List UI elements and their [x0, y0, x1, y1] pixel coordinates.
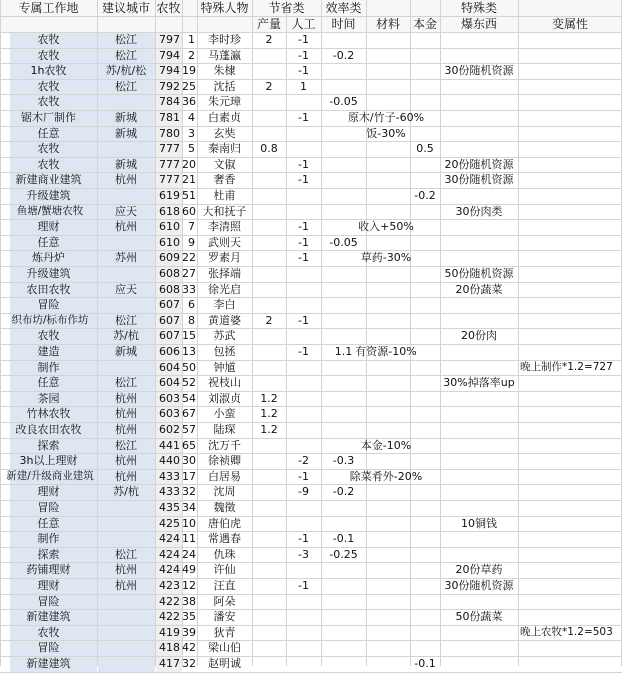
drop-cell: 20份肉 [461, 329, 497, 343]
labor-cell: -2 [298, 454, 309, 468]
index-cell: 50 [182, 360, 196, 374]
labor-cell: -1 [298, 251, 309, 265]
city-cell: 杭州 [115, 391, 137, 405]
person-cell: 徐光启 [208, 282, 241, 296]
index-cell: 8 [188, 313, 195, 327]
labor-cell: -1 [298, 33, 309, 46]
labor-cell: -9 [298, 485, 309, 499]
yield-cell: 2 [265, 79, 273, 93]
person-cell: 狄青 [213, 625, 236, 639]
material-cell: 除菜肴外-20% [349, 469, 423, 483]
city-cell-fill [98, 626, 155, 641]
farm-value-cell: 777 [159, 142, 180, 156]
header-top-cell: 建议城市 [101, 1, 150, 15]
city-cell: 杭州 [115, 563, 137, 577]
farm-value-cell: 777 [159, 173, 180, 187]
header-sub-cell: 本金 [412, 17, 437, 31]
place-cell: 探索 [37, 547, 60, 561]
index-cell: 60 [182, 204, 196, 218]
place-cell: 冒险 [37, 501, 60, 514]
index-cell: 42 [182, 641, 196, 655]
place-cell: 农牧 [37, 157, 60, 171]
time-cell: 1.1 [334, 345, 353, 358]
place-cell: 炼丹炉 [32, 251, 65, 265]
farm-value-cell: 797 [159, 33, 180, 46]
drop-cell: 30份随机资源 [444, 173, 514, 187]
place-cell: 茶园 [37, 391, 60, 405]
city-cell: 松江 [115, 547, 137, 561]
place-cell: 冒险 [37, 594, 60, 608]
index-cell: 6 [188, 298, 195, 312]
drop-cell: 20份草药 [455, 563, 503, 577]
time-cell: -0.3 [332, 454, 355, 468]
farm-value-cell: 435 [159, 501, 180, 514]
index-cell: 19 [182, 64, 196, 78]
farm-value-cell: 422 [159, 610, 180, 624]
index-cell: 15 [182, 329, 196, 343]
farm-value-cell: 777 [159, 157, 180, 171]
farm-value-cell: 419 [159, 625, 180, 639]
header-sub-cell: 变属性 [551, 17, 588, 31]
person-cell: 玄奘 [213, 126, 236, 140]
person-cell: 梁山伯 [208, 641, 241, 655]
person-cell: 唐伯虎 [208, 516, 241, 530]
farm-value-cell: 422 [159, 594, 180, 608]
city-cell: 杭州 [115, 173, 137, 187]
place-cell: 农牧 [37, 329, 60, 343]
drop-cell: 30份随机资源 [444, 579, 514, 592]
city-cell: 杭州 [115, 579, 137, 592]
city-cell: 松江 [115, 48, 137, 62]
person-cell: 仇珠 [213, 547, 236, 561]
person-cell: 朱棣 [213, 64, 236, 78]
index-cell: 54 [182, 391, 196, 405]
person-cell: 大和抚子 [202, 204, 247, 218]
farm-value-cell: 610 [159, 235, 180, 249]
material-cell: 有资源-10% [355, 345, 417, 358]
person-cell: 朱元璋 [208, 95, 241, 109]
person-cell: 白素贞 [208, 111, 241, 124]
place-cell: 升级建筑 [26, 189, 71, 202]
place-cell: 1h农牧 [30, 64, 67, 78]
place-cell: 农田农牧 [26, 282, 71, 296]
index-cell: 35 [182, 610, 196, 624]
index-cell: 39 [182, 625, 196, 639]
drop-cell: 30份随机资源 [444, 64, 514, 78]
index-cell: 7 [188, 220, 195, 234]
labor-cell: 1 [300, 79, 307, 93]
header-top-cell [518, 0, 622, 16]
index-cell: 38 [182, 594, 196, 608]
farm-value-cell: 780 [159, 126, 180, 140]
yield-cell: 1.2 [260, 407, 278, 421]
person-cell: 徐祯卿 [208, 454, 241, 468]
city-cell: 苏/杭 [113, 329, 139, 343]
header-top-cell: 节省类 [268, 1, 305, 15]
place-cell: 任意 [37, 516, 60, 530]
farm-value-cell: 440 [159, 454, 180, 468]
header-top-cell: 特殊人物 [200, 1, 249, 15]
grid-column-line [366, 0, 367, 666]
farm-value-cell: 792 [159, 79, 180, 93]
place-cell: 探索 [37, 438, 60, 452]
person-cell: 罗素月 [208, 251, 241, 265]
drop-cell: 10铜钱 [461, 516, 497, 530]
farm-value-cell: 608 [159, 282, 180, 296]
index-cell: 34 [182, 501, 196, 514]
time-cell: -0.1 [332, 532, 355, 546]
city-cell-fill [98, 595, 155, 610]
person-cell: 李时珍 [208, 33, 241, 46]
index-cell: 49 [182, 563, 196, 577]
city-cell: 松江 [115, 79, 137, 93]
city-cell-fill [98, 298, 155, 313]
city-cell: 苏州 [115, 251, 137, 265]
labor-cell: -1 [298, 48, 309, 62]
index-cell: 25 [182, 79, 196, 93]
person-cell: 杜甫 [213, 189, 236, 202]
index-cell: 21 [182, 173, 196, 187]
farm-value-cell: 784 [159, 95, 180, 109]
place-cell: 农牧 [37, 625, 60, 639]
city-cell: 苏/杭 [113, 485, 139, 499]
place-cell: 锯木厂制作 [21, 111, 76, 124]
index-cell: 33 [182, 282, 196, 296]
farm-value-cell: 424 [159, 563, 180, 577]
farm-value-cell: 607 [159, 298, 180, 312]
place-cell: 升级建筑 [26, 267, 71, 280]
city-cell: 应天 [115, 204, 137, 218]
city-cell: 杭州 [115, 407, 137, 421]
city-cell: 松江 [115, 33, 137, 46]
capital-cell: -0.2 [414, 189, 436, 202]
index-cell: 17 [182, 469, 196, 483]
labor-cell: -1 [298, 345, 309, 358]
labor-cell: -1 [298, 469, 309, 483]
city-cell-fill [98, 361, 155, 376]
index-cell: 51 [182, 189, 196, 202]
index-cell: 9 [188, 235, 195, 249]
grid-column-line [410, 0, 411, 666]
person-cell: 阿朵 [213, 594, 236, 608]
place-cell: 新建/升级商业建筑 [6, 469, 94, 482]
city-cell-fill [98, 517, 155, 532]
place-cell: 农牧 [37, 33, 60, 46]
header-top-cell [410, 0, 440, 16]
place-cell: 织布坊/标布作坊 [11, 313, 89, 326]
person-cell: 奢香 [213, 173, 236, 187]
labor-cell: -1 [298, 173, 309, 187]
place-cell: 新建建筑 [26, 610, 71, 624]
person-cell: 刘淑贞 [208, 391, 241, 405]
header-top-cell: 专属工作地 [18, 1, 79, 15]
header-sub-cell: 时间 [331, 17, 356, 31]
grid-column-line [252, 0, 253, 666]
place-cell: 改良农田农牧 [15, 423, 82, 436]
material-cell: 草药-30% [360, 251, 412, 265]
farm-value-cell: 441 [159, 438, 180, 452]
index-cell: 65 [182, 438, 196, 452]
person-cell: 赵明诚 [208, 657, 241, 670]
grid-column-line [518, 0, 519, 666]
farm-value-cell: 424 [159, 547, 180, 561]
index-cell: 30 [182, 454, 196, 468]
place-cell: 理财 [37, 485, 60, 499]
person-cell: 白居易 [208, 469, 241, 483]
farm-value-cell: 604 [159, 376, 180, 390]
farm-value-cell: 606 [159, 345, 180, 358]
material-cell: 本金-10% [360, 438, 412, 452]
farm-value-cell: 781 [159, 111, 180, 124]
capital-cell: 0.5 [416, 142, 434, 156]
person-cell: 沈万千 [208, 438, 241, 452]
city-cell: 新城 [115, 111, 137, 124]
person-cell: 李清照 [208, 220, 241, 234]
drop-cell: 50份随机资源 [444, 267, 514, 280]
person-cell: 文俶 [213, 157, 236, 171]
header-sub-cell: 爆东西 [460, 17, 497, 31]
labor-cell: -1 [298, 220, 309, 234]
city-cell: 应天 [115, 282, 137, 296]
index-cell: 1 [188, 33, 195, 46]
city-cell: 苏/杭/松 [105, 64, 147, 78]
index-cell: 32 [182, 657, 196, 670]
person-cell: 秦南归 [208, 142, 241, 156]
yield-cell: 1.2 [260, 423, 278, 436]
header-sub-cell: 材料 [375, 17, 400, 31]
labor-cell: -3 [298, 547, 309, 561]
person-cell: 陆琛 [213, 423, 236, 436]
material-cell: 收入+50% [358, 220, 414, 234]
place-cell: 制作 [37, 532, 60, 546]
farm-value-cell: 794 [159, 64, 180, 78]
place-cell: 冒险 [37, 641, 60, 655]
labor-cell: -1 [298, 532, 309, 546]
farm-value-cell: 618 [159, 204, 180, 218]
labor-cell: -1 [298, 157, 309, 171]
index-cell: 5 [188, 142, 195, 156]
index-cell: 27 [182, 267, 196, 280]
index-cell: 3 [188, 126, 195, 140]
city-cell-fill [98, 641, 155, 656]
city-cell-fill [98, 610, 155, 625]
time-cell: -0.25 [329, 547, 358, 561]
farm-value-cell: 610 [159, 220, 180, 234]
labor-cell: -1 [298, 579, 309, 592]
person-cell: 武则天 [208, 235, 241, 249]
material-cell: 原木/竹子-60% [347, 111, 425, 124]
material-cell: 饭-30% [366, 126, 406, 140]
city-cell-fill [98, 657, 155, 672]
yield-cell: 2 [265, 313, 273, 327]
person-cell: 沈括 [213, 79, 236, 93]
place-cell: 任意 [37, 376, 60, 390]
header-top-cell: 农牧 [156, 1, 181, 15]
person-cell: 包拯 [213, 345, 236, 358]
city-cell: 新城 [115, 345, 137, 358]
attribute-cell: 晚上制作*1.2=727 [520, 360, 613, 373]
farm-value-cell: 608 [159, 267, 180, 280]
labor-cell: -1 [298, 64, 309, 78]
farm-value-cell: 425 [159, 516, 180, 530]
drop-cell: 50份蔬菜 [455, 610, 503, 624]
city-cell-fill [98, 142, 155, 157]
farm-value-cell: 619 [159, 189, 180, 202]
time-cell: -0.2 [332, 48, 355, 62]
index-cell: 32 [182, 485, 196, 499]
drop-cell: 20份蔬菜 [455, 282, 503, 296]
yield-cell: 0.8 [260, 142, 278, 156]
place-cell: 理财 [37, 220, 60, 234]
place-cell: 3h以上理财 [19, 454, 78, 468]
person-cell: 汪直 [213, 579, 236, 592]
person-cell: 魏徵 [213, 501, 236, 514]
attribute-cell: 晚上农牧*1.2=503 [520, 625, 613, 638]
city-cell-fill [98, 189, 155, 204]
city-cell: 杭州 [115, 423, 137, 436]
city-cell-fill [98, 95, 155, 110]
person-cell: 苏武 [213, 329, 236, 343]
time-cell: -0.05 [329, 235, 358, 249]
index-cell: 2 [188, 48, 195, 62]
city-cell-fill [98, 532, 155, 547]
person-cell: 钟馗 [213, 360, 236, 374]
person-cell: 李白 [213, 298, 236, 312]
index-cell: 20 [182, 157, 196, 171]
person-cell: 张择端 [208, 267, 241, 280]
city-cell: 杭州 [115, 469, 137, 483]
index-cell: 11 [182, 532, 196, 546]
capital-cell: -0.1 [414, 657, 436, 670]
farm-value-cell: 417 [159, 657, 180, 670]
place-cell: 农牧 [37, 95, 60, 109]
header-sub-cell: 产量 [256, 17, 281, 31]
index-cell: 4 [188, 111, 195, 124]
index-cell: 24 [182, 547, 196, 561]
farm-value-cell: 603 [159, 391, 180, 405]
index-cell: 67 [182, 407, 196, 421]
person-cell: 沈周 [213, 485, 236, 499]
farm-value-cell: 424 [159, 532, 180, 546]
drop-cell: 20份随机资源 [444, 157, 514, 171]
time-cell: -0.05 [329, 95, 358, 109]
farm-value-cell: 607 [159, 329, 180, 343]
city-cell: 松江 [115, 438, 137, 452]
farm-value-cell: 607 [159, 313, 180, 327]
farm-value-cell: 604 [159, 360, 180, 374]
grid-column-line [286, 0, 287, 666]
farm-value-cell: 609 [159, 251, 180, 265]
farm-value-cell: 603 [159, 407, 180, 421]
place-cell: 制作 [37, 360, 60, 374]
index-cell: 52 [182, 376, 196, 390]
index-cell: 22 [182, 251, 196, 265]
time-cell: -0.2 [332, 485, 355, 499]
header-top-cell: 效率类 [325, 1, 362, 15]
city-cell-fill [98, 267, 155, 282]
person-cell: 祝枝山 [208, 376, 241, 390]
index-cell: 12 [182, 579, 196, 592]
city-cell-fill [98, 236, 155, 251]
farm-value-cell: 433 [159, 469, 180, 483]
index-cell: 13 [182, 345, 196, 358]
drop-cell: 30%掉落率up [443, 376, 515, 390]
farm-value-cell: 423 [159, 579, 180, 592]
city-cell: 杭州 [115, 454, 137, 468]
labor-cell: -1 [298, 111, 309, 124]
place-cell: 新建商业建筑 [15, 173, 82, 187]
place-cell: 冒险 [37, 298, 60, 312]
index-cell: 57 [182, 423, 196, 436]
person-cell: 黄道婆 [208, 313, 241, 327]
city-cell: 松江 [115, 376, 137, 390]
labor-cell: -1 [298, 313, 309, 327]
place-cell: 任意 [37, 126, 60, 140]
city-cell: 松江 [115, 313, 137, 327]
place-cell: 药铺理财 [26, 563, 71, 577]
farm-value-cell: 433 [159, 485, 180, 499]
person-cell: 潘安 [213, 610, 236, 624]
header-top-cell [366, 0, 410, 16]
labor-cell: -1 [298, 235, 309, 249]
place-cell: 农牧 [37, 142, 60, 156]
header-top-cell: 特殊类 [460, 1, 497, 15]
city-cell: 新城 [115, 157, 137, 171]
person-cell: 小蛮 [213, 407, 236, 421]
index-cell: 36 [182, 95, 196, 109]
place-cell: 农牧 [37, 79, 60, 93]
city-cell: 杭州 [115, 220, 137, 234]
person-cell: 常遇春 [208, 532, 241, 546]
drop-cell: 30份肉类 [455, 204, 503, 218]
city-cell-fill [98, 501, 155, 516]
farm-value-cell: 602 [159, 423, 180, 436]
index-cell: 10 [182, 516, 196, 530]
place-cell: 农牧 [37, 48, 60, 62]
farm-value-cell: 418 [159, 641, 180, 655]
city-cell: 新城 [115, 126, 137, 140]
yield-cell: 2 [265, 33, 273, 46]
yield-cell: 1.2 [260, 391, 278, 405]
place-cell: 理财 [37, 579, 60, 592]
place-cell: 竹林农牧 [26, 407, 71, 421]
header-sub-cell: 人工 [291, 17, 316, 31]
place-cell: 任意 [37, 235, 60, 249]
place-cell: 新建建筑 [26, 657, 71, 670]
person-cell: 马蓬瀛 [208, 48, 241, 62]
farm-value-cell: 794 [159, 48, 180, 62]
place-cell: 鱼塘/蟹塘农牧 [16, 204, 84, 217]
place-cell: 建造 [37, 345, 60, 358]
person-cell: 许仙 [213, 563, 236, 577]
